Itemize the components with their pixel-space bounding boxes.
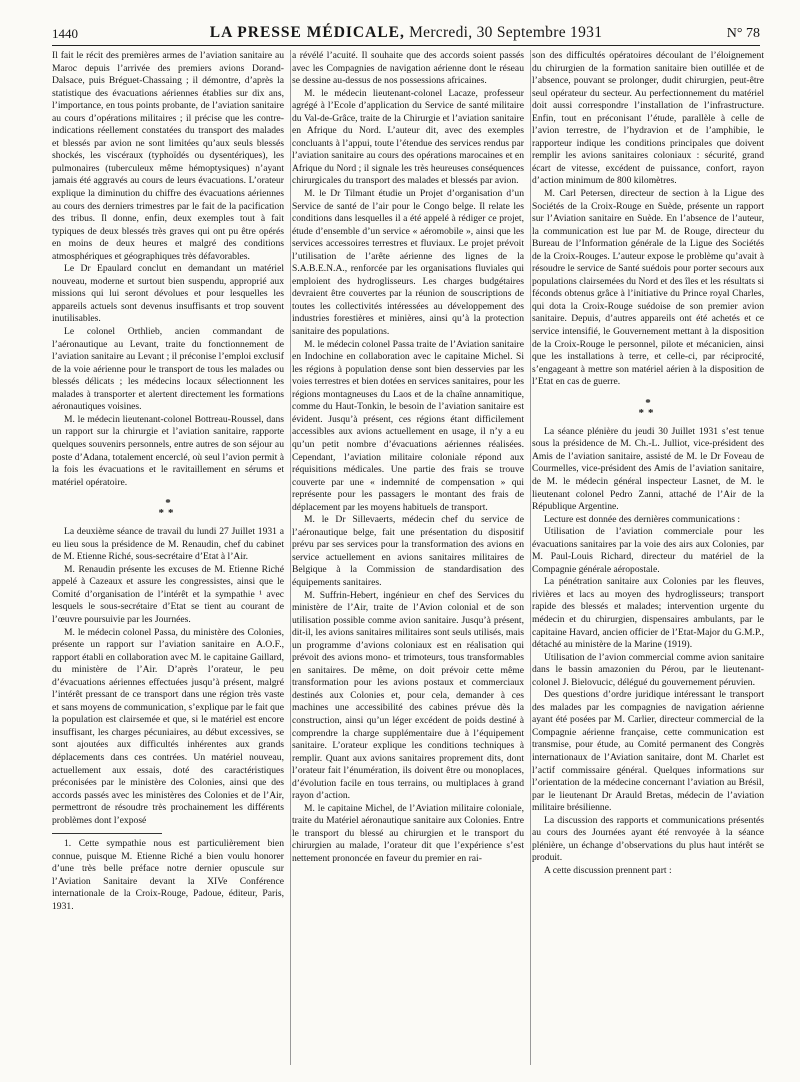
paragraph: La séance plénière du jeudi 30 Juillet 1931 s’est tenue sous la présidence de M. Ch.-L. Julliot, vice-président des Amis de l’aviation sanitaire, assisté de M. le Dr Foveau de Courmelles, vice-président des Amis de l’aviation sanitaire, de M. le médecin général inspecteur Lasnet, de M. le lieutenant colonel Pedro Zanni, attaché de l’Air de la République Argentine.: [532, 425, 764, 513]
paragraph: La pénétration sanitaire aux Colonies par les fleuves, rivières et lacs au moyen des hydroglisseurs; transport rapide des blessés et malades; intervention urgente du médecin et du chirurgien, dispensaires ambulants, par le capitaine Havard, ancien officier de l’Etat-Major du G.M.P., détaché au ministère de la Marine (1919).: [532, 576, 764, 651]
paragraph: M. le Dr Tilmant étudie un Projet d’organisation d’un Service de santé de l’air pour le Congo belge. Il relate les conditions dans lesquelles il a été appelé à rédiger ce projet, étude d’ensemble d’un service « aéromobile », ainsi que les services accessoires terrestres et fluviaux. Le projet prévoit l’utilisation de l’arête aérienne des lignes de la S.A.B.E.N.A., renforcée par les organisations fluviales qui emploient des hydroglisseurs. Les charges budgétaires devraient être couvertes par la réunion de souscriptions de toutes les collectivités intéressées au développement des industries forestières et minières, ainsi qu’à la protection sanitaire des populations.: [292, 188, 524, 338]
paragraph: Le colonel Orthlieb, ancien commandant de l’aéronautique au Levant, traite du fonctionnement de l’aviation sanitaire au Levant ; il préconise l’emploi exclusif de la voie aérienne pour le transport de tous les malades ou blessés délicats ; les médecins locaux sélectionnent les malades à transporter et alertent directement les formations aéronautiques voisines.: [52, 326, 284, 413]
paragraph: Utilisation de l’aviation commerciale pour les évacuations sanitaires par la voie des airs aux Colonies, par M. Paul-Louis Richard, directeur du matériel de la Compagnie générale aéropostale.: [532, 526, 764, 575]
issue-number: N° 78: [726, 26, 760, 41]
paragraph: Lecture est donnée des dernières communications :: [544, 513, 741, 525]
paragraph: La deuxième séance de travail du lundi 27 Juillet 1931 a eu lieu sous la présidence de M. Renaudin, chef du cabinet de M. Etienne Riché, sous-secrétaire d’Etat à l’Air.: [52, 526, 284, 563]
paragraph: M. Carl Petersen, directeur de section à la Ligue des Sociétés de la Croix-Rouge en Suède, présente un rapport sur l’Aviation sanitaire en Suède. En l’absence de l’auteur, la communication est lue par M. de Rouge, directeur du Bureau de l’Information générale de la Ligue des Sociétés de la Croix-Rouges. L’auteur expose le problème qu’avait à résoudre le service de Santé suédois pour porter secours aux populations clairsemées du Nord et des îles et les résultats si féconds obtenus grâce à l’initiative du Prince royal Charles, qui dota la Croix-Rouge suédoise de son premier avion sanitaire. Depuis, d’autres appareils ont été achetés et ce service intensifié, le Gouvernement mettant à la disposition de la Croix-Rouge le personnel, pilote et mécanicien, ainsi que les installations à terre, et celle-ci, par réciprocité, s’engageant à mettre son matériel aérien à la disposition de l’Etat en cas de guerre.: [532, 188, 764, 388]
paragraph: M. le Dr Sillevaerts, médecin chef du service de l’aéronautique belge, fait une présentation du dispositif prévu par ses services pour la transformation des avions en service actuellement en avions sanitaires militaires de Belgique à la Commission de standardisation des équipements sanitaires.: [292, 514, 524, 588]
paragraph: M. le médecin colonel Passa traite de l’Aviation sanitaire en Indochine en collaboration avec le capitaine Michel. Si les régions à population dense sont bien desservies par les voies terrestres et bien dotées en services sanitaires, pour les régions montagneuses du Laos et de la chaîne annamitique, comme du Haut-Tonkin, le besoin de l’aviation sanitaire est évident. Jusqu’à présent, ces régions étant difficilement accessibles aux avions actuellement en usage, il n’y a eu qu’un petit nombre d’évacuations aériennes réalisées. Cependant, l’aviation militaire coloniale répond aux réquisitions médicales. Une partie des frais se trouve couverte par une « indemnité de compensation » qui représente pour les passagers le montant des frais de déplacement par les moyens habituels de transport.: [292, 338, 524, 513]
paragraph: Le Dr Epaulard conclut en demandant un matériel nouveau, moderne et surtout bien suspendu, approprié aux missions qui lui seront dévolues et pour lesquelles les appareils actuels sont devenus insuffisants et trop souvent inutilisables.: [52, 263, 284, 325]
page-number: 1440: [52, 26, 78, 41]
paragraph: M. le capitaine Michel, de l’Aviation militaire coloniale, traite du Matériel aéronautique sanitaire aux Colonies. Entre le transport du blessé au chirurgien et le transport du chirurgien au malade, l’orateur dit que l’expérience s’est nettement prononcée en faveur du premier en rai-: [292, 802, 524, 864]
paragraph: M. le médecin lieutenant-colonel Bottreau-Roussel, dans un rapport sur la chirurgie et l’aviation sanitaire, rapporte quelques souvenirs personnels, entre autres de son séjour au poste d’Adana, totalement encerclé, où seul l’avion permit à la fois les évacuations et le ravitaillement en sérums et matériel opératoire.: [52, 413, 284, 488]
issue-date: Mercredi, 30 Septembre 1931: [409, 24, 603, 41]
journal-name: LA PRESSE MÉDICALE,: [209, 24, 405, 41]
paragraph: M. Suffrin-Hebert, ingénieur en chef des Services du ministère de l’Air, traite de l’Avion colonial et de son utilisation possible comme avion sanitaire. Jusqu’à présent, dit-il, les avions sanitaires militaires sont seuls utilisés, mais un programme d’avions coloniaux est en réalisation qui prévoit des avions mono- et trimoteurs, tous transformables en sanitaires. De même, on doit prévoir cette même transformation pour les avions postaux et commerciaux destinés aux Colonies et, pour cela, demander à ces machines une accessibilité des cabines prévue dès la construction, ainsi qu’un léger excédent de poids destiné à comprendre la charge supplémentaire due à l’équipement sanitaire. L’orateur explique les conditions techniques à remplir. Quant aux avions sanitaires proprement dits, dont l’orateur fait l’énumération, ils doivent être ou monoplaces, d’évolution facile en tous terrains, ou multiplaces à grand rayon d’action.: [292, 589, 524, 802]
paragraph: a révélé l’acuité. Il souhaite que des accords soient passés avec les Compagnies de navigation aérienne dont le réseau se dessine au-dessus de nos possessions africaines.: [292, 50, 524, 87]
paragraph: Utilisation de l’avion commercial comme avion sanitaire dans le bassin amazonien du Pérou, par le lieutenant-colonel J. Bielovucic, délégué du gouvernement péruvien.: [532, 651, 764, 688]
paragraph: M. le médecin lieutenant-colonel Lacaze, professeur agrégé à l’Ecole d’application du Service de santé militaire du Val-de-Grâce, traite de la Chirurgie et l’aviation sanitaire en Afrique du Nord. L’auteur dit, avec des exemples concluants à l’appui, toute l’étendue des services rendus par l’aviation sanitaire au cours des opérations marocaines et en Afrique du Nord ; il signale les très heureuses conséquences chirurgicales du transport des malades et blessés par avion.: [292, 87, 524, 187]
paragraph: Des questions d’ordre juridique intéressant le transport des malades par les compagnies de navigation aérienne ayant été posées par M. Carlier, directeur commercial de la Compagnie aérienne française, cette communication est transmise, pour étude, au Comité permanent des Congrès internationaux de l’Aviation sanitaire, dont M. Charlet est l’actif commissaire général. Quelques informations sur l’orientation de la médecine concernant l’aviation au Brésil, par le lieutenant Dr Arauld Bretas, médecin de l’aviation militaire brésilienne.: [532, 689, 764, 814]
running-title: [112, 24, 700, 42]
paragraph: M. le médecin colonel Passa, du ministère des Colonies, présente un rapport sur l’aviation sanitaire en A.O.F., rapport établi en collaboration avec M. le capitaine Gaillard, du ministère de l’Air. D’après l’orateur, le peu d’évacuations aériennes effectuées jusqu’à présent, malgré l’intérêt pressant de ce transport dans une région très vaste et sans moyens de communication, s’explique par le fait que la population est clairsemée et que, si le matériel est encore insuffisant, les charges pécuniaires, au début excessives, se sont ajoutées aux difficultés inhérentes aux grands déplacements dans ces contrées. Un matériel nouveau, actuellement aux essais, doté des caractéristiques préconisées par le ministère des Colonies, ainsi que des accords passés avec les ministères des Colonies et de l’Air, permettront de résoudre très prochainement les différents problèmes dont l’exposé: [52, 626, 284, 826]
paragraph: Il fait le récit des premières armes de l’aviation sanitaire au Maroc depuis l’arrivée des premiers avions Dorand-Dalsace, puis Bréguet-Chassaing ; il démontre, d’après la statistique des évacuations aériennes établies sur dix ans, l’importance, en tous points probante, de l’aviation sanitaire au cours d’opérations militaires ; il précise que les contre-indications réellement constatées du transport des malades et blessés par avion ne sont limitées qu’aux seuls blessés shockés, les viscéraux (typhoïdés ou dysentériques), les pulmonaires (tuberculeux même hémoptysiques) n’ayant jamais été aggravés au cours de leurs évacuations. L’orateur explique la diminution du chiffre des évacuations aériennes au cours des derniers trimestres par le fait de la pacification des tribus. Il donne, enfin, deux exemples tout à fait typiques de deux blessés très graves qui ont pu être opérés en moins de deux heures et malgré des conditions atmosphériques et géographiques très défavorables.: [52, 50, 284, 262]
footnote: 1. Cette sympathie nous est particulièrement bien connue, puisque M. Etienne Riché a bien voulu honorer d’une très belle préface notre dernier opuscule sur l’Aviation Sanitaire devant la XIVe Conférence internationale de la Croix-Rouge, Padoue, éditeur, Paris, 1931.: [52, 838, 284, 912]
text-column-3: [532, 50, 764, 1072]
page-header: [52, 22, 760, 46]
section-separator-asterisks: * **: [158, 497, 178, 520]
footnote-rule: [52, 833, 162, 834]
paragraph: La discussion des rapports et communications présentés au cours des Journées ayant été renvoyée à la séance plénière, un échange d’observations du plus haut intérêt se produit.: [532, 814, 764, 864]
text-column-2: [292, 50, 524, 1072]
section-separator-asterisks: * **: [638, 396, 658, 419]
paragraph: son des difficultés opératoires découlant de l’éloignement du chirurgien de la formation sanitaire bien outillée et de l’absence, pouvant se prolonger, dudit chirurgien, peut-être seul opérateur du secteur. Au perfectionnement du matériel doit aussi correspondre l’installation de l’infrastructure. Enfin, tout en préconisant l’étude, parallèle à celle de l’avion terrestre, de l’hydravion et de l’amphibie, le rapporteur indique les conditions principales que doivent remplir les avions sanitaires coloniaux : sécurité, grand écart de vitesse, excédent de puissance, confort, rayon d’action minimum de 800 kilomètres.: [532, 50, 764, 187]
article-body: [52, 50, 764, 1072]
paragraph: A cette discussion prennent part :: [544, 864, 672, 876]
paragraph: M. Renaudin présente les excuses de M. Etienne Riché appelé à Cazeaux et assure les congressistes, ainsi que le Comité d’organisation de l’intérêt et la sympathie ¹ avec lesquels le sous-secrétaire d’Etat se tient au courant de l’œuvre poursuivie par les Journées.: [52, 563, 284, 625]
text-column-1: [52, 50, 284, 1072]
